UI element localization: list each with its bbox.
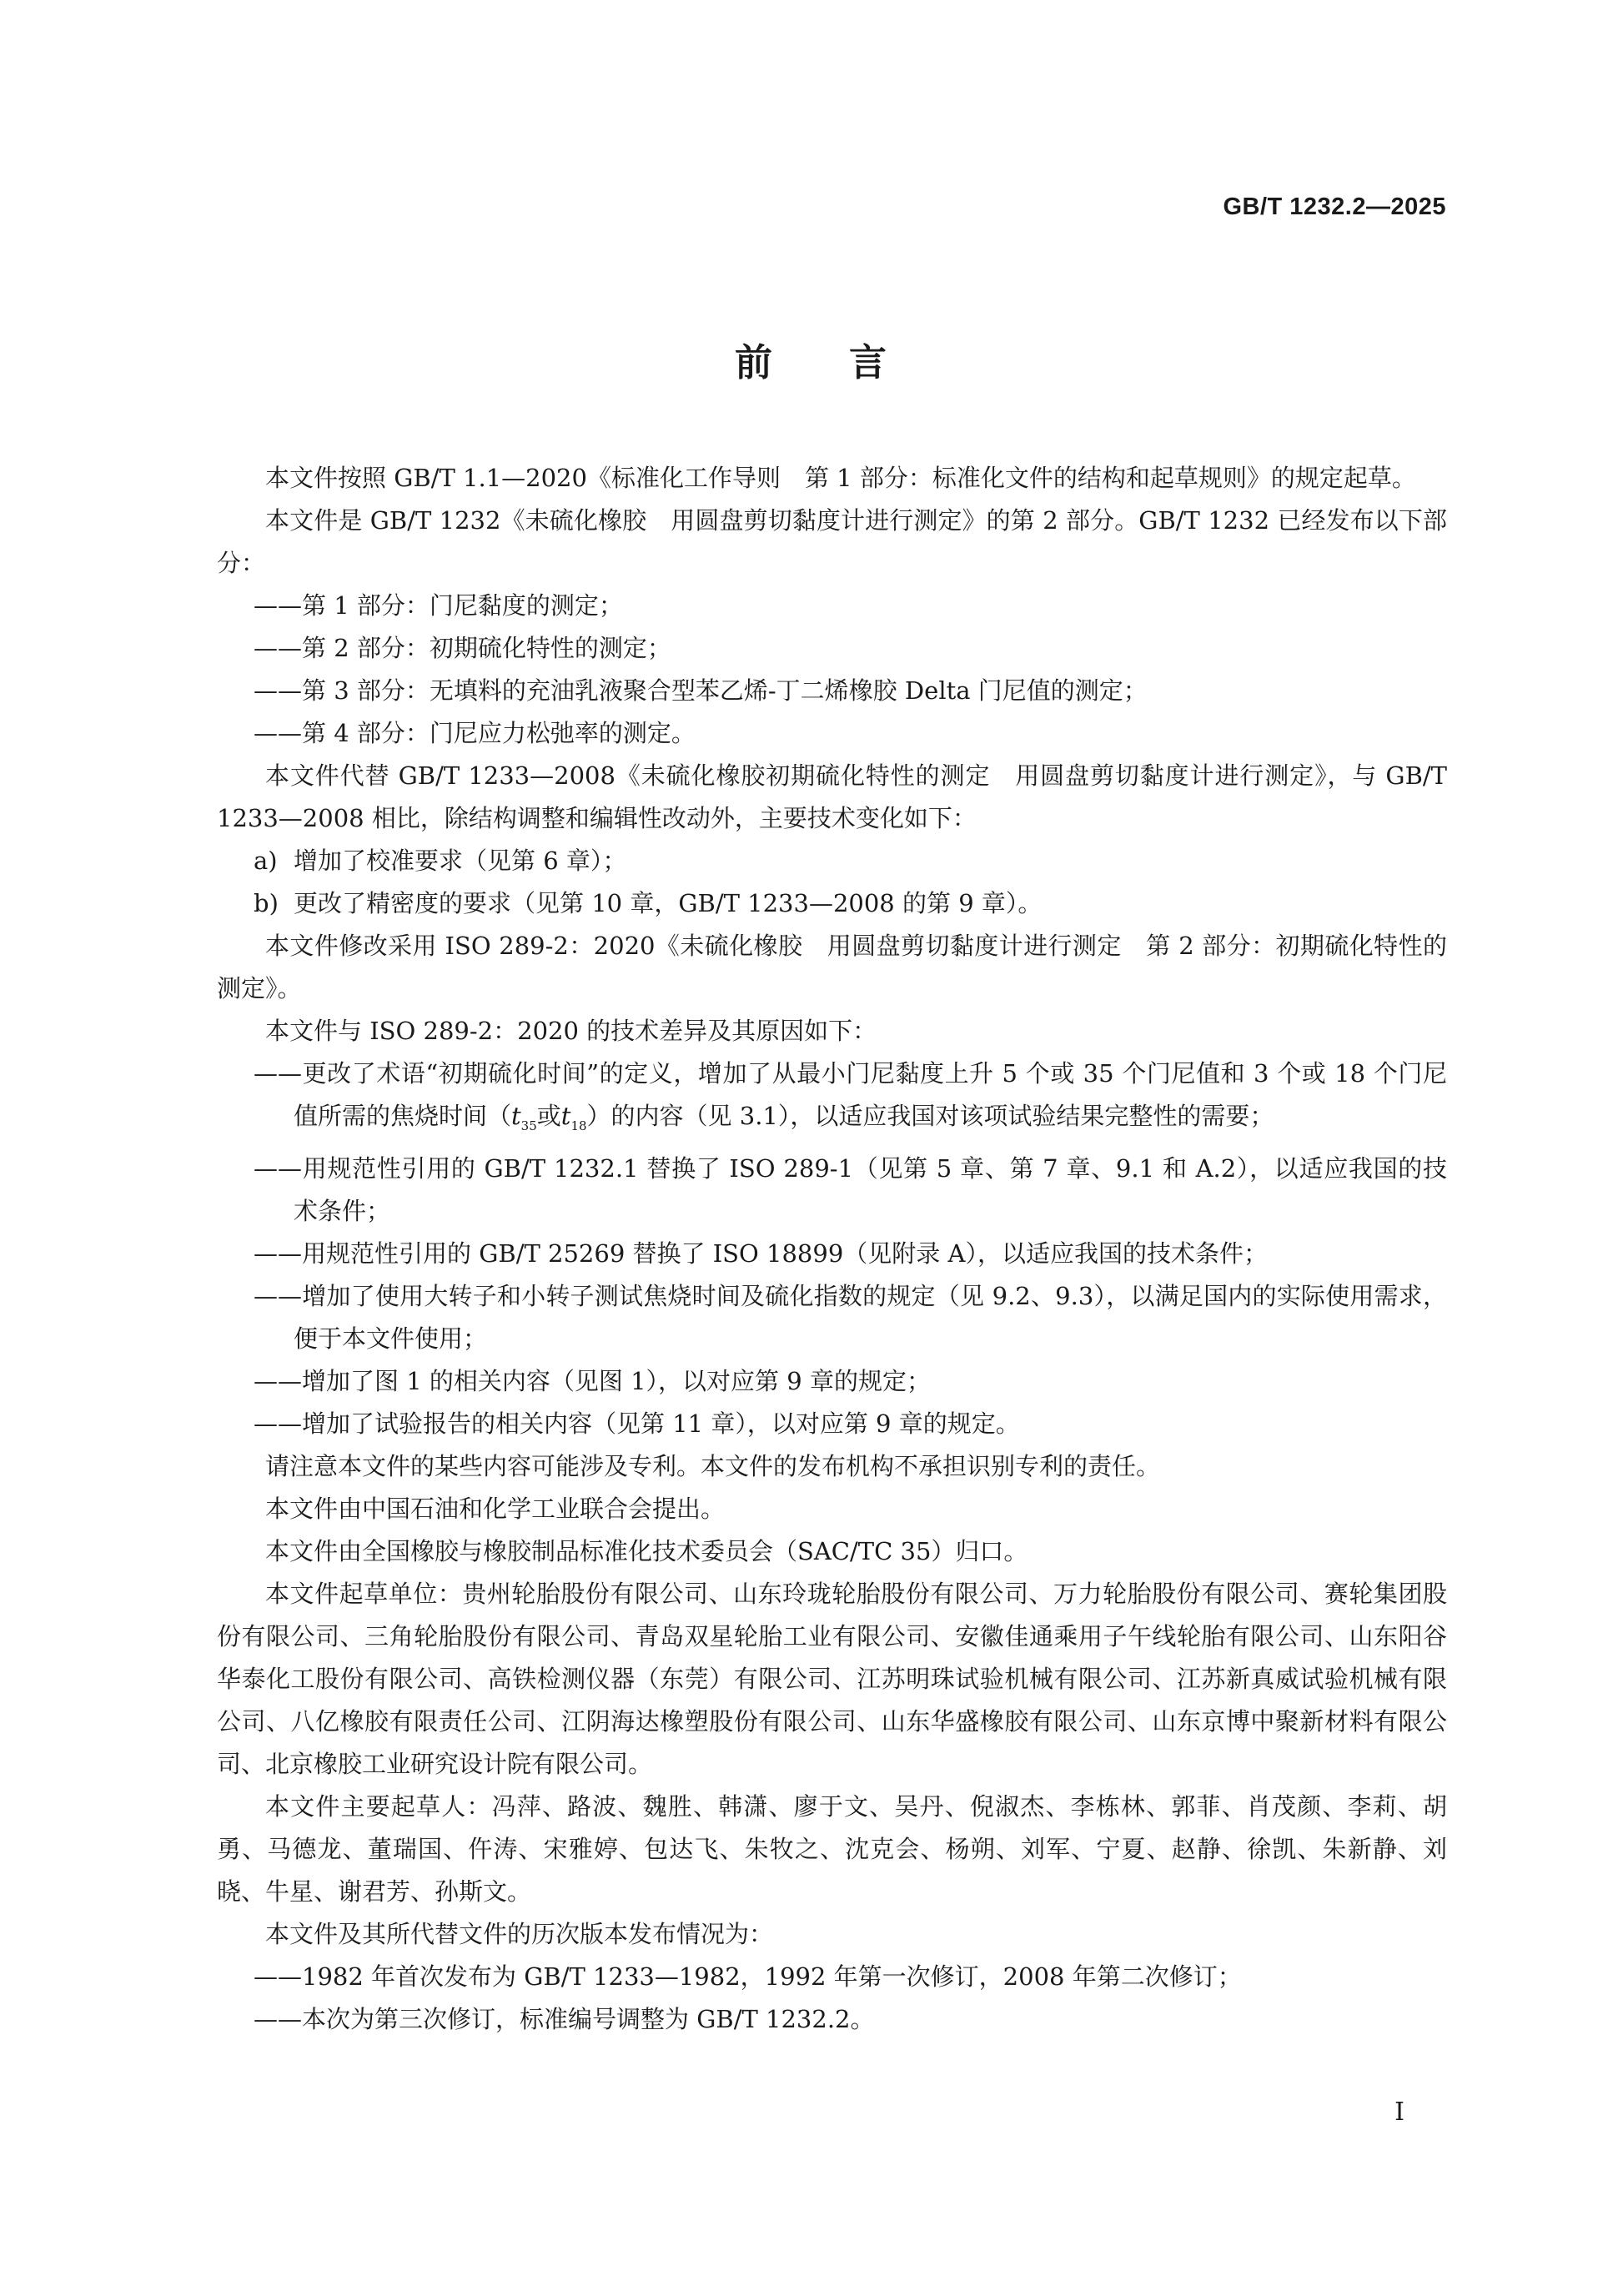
paragraph-differences-intro: 本文件与 ISO 289-2：2020 的技术差异及其原因如下： [265,1017,877,1045]
list-item-change [217,882,1447,925]
difference-text-after: ）的内容（见 3.1），以适应我国对该项试验结果完整性的需要； [586,1102,1274,1130]
list-item-part: ——第 4 部分：门尼应力松弛率的测定。 [254,719,696,747]
title-char-2: 言 [849,340,889,384]
paragraph-proposer: 本文件由中国石油和化学工业联合会提出。 [265,1494,726,1523]
paragraph-modification: 本文件修改采用 ISO 289-2：2020《未硫化橡胶 用圆盘剪切黏度计进行测定 第 2 部分：初期硫化特性的测定》。 [217,932,1447,1002]
list-item-part: ——第 3 部分：无填料的充油乳液聚合型苯乙烯-丁二烯橡胶 Delta 门尼值的测定； [254,676,1148,705]
difference-or: 或 [536,1102,561,1130]
list-item-change [217,840,1447,882]
paragraph-replacement: 本文件代替 GB/T 1233—2008《未硫化橡胶初期硫化特性的测定 用圆盘剪切黏度计进行测定》，与 GB/T 1233—2008 相比，除结构调整和编辑性改动外，主要技术变化如下： [217,761,1447,832]
list-item-difference: ——增加了试验报告的相关内容（见第 11 章），以对应第 9 章的规定。 [254,1409,1020,1438]
scorch-time-t35: $t_{35}$ [511,1102,537,1133]
paragraph-drafting-rules: 本文件按照 GB/T 1.1—2020《标准化工作导则 第 1 部分：标准化文件的结构和起草规则》的规定起草。 [265,464,1416,492]
list-item-part: ——第 2 部分：初期硫化特性的测定； [254,634,671,662]
change-text: 更改了精密度的要求（见第 10 章，GB/T 1233—2008 的第 9 章）。 [294,889,1043,917]
change-label: b) [254,889,279,917]
list-item-difference: ——用规范性引用的 GB/T 25269 替换了 ISO 18899（见附录 A），以适应我国的技术条件； [254,1238,1268,1268]
page-title [0,332,1623,386]
list-item-history: ——本次为第三次修订，标准编号调整为 GB/T 1232.2。 [254,2004,875,2033]
change-label: a) [254,847,278,875]
paragraph-series-intro: 本文件是 GB/T 1232《未硫化橡胶 用圆盘剪切黏度计进行测定》的第 2 部分。GB/T 1232 已经发布以下部分： [217,506,1447,577]
list-item-difference: ——增加了使用大转子和小转子测试焦烧时间及硫化指数的规定（见 9.2、9.3），以满足国内的实际使用需求，便于本文件使用； [254,1281,1447,1353]
list-item-history: ——1982 年首次发布为 GB/T 1233—1982，1992 年第一次修订，2008 年第二次修订； [254,1962,1242,1991]
list-item-difference: ——增加了图 1 的相关内容（见图 1），以对应第 9 章的规定； [254,1366,931,1395]
paragraph-patent-notice: 请注意本文件的某些内容可能涉及专利。本文件的发布机构不承担识别专利的责任。 [265,1451,1161,1480]
difference-text-before: ——更改了术语“初期硫化时间”的定义，增加了从最小门尼黏度上升 5 个或 35 个门尼值和 3 个或 18 个门尼值所需的焦烧时间（ [254,1059,1447,1130]
scorch-time-t18: $t_{18}$ [560,1102,587,1133]
change-text: 增加了校准要求（见第 6 章）； [294,847,627,875]
list-item-difference: ——用规范性引用的 GB/T 1232.1 替换了 ISO 289-1（见第 5 章、第 7 章、9.1 和 A.2），以适应我国的技术条件； [254,1153,1447,1225]
paragraph-drafters: 本文件主要起草人：冯萍、路波、魏胜、韩潇、廖于文、吴丹、倪淑杰、李栋林、郭菲、肖茂颜、李莉、胡勇、马德龙、董瑞国、仵涛、宋雅婷、包达飞、朱牧之、沈克会、杨朔、刘军、宁夏、赵静、徐凯、朱新静、刘晓、牛星、谢君芳、孙斯文。 [217,1791,1447,1906]
list-item-part: ——第 1 部分：门尼黏度的测定； [254,591,623,620]
paragraph-drafting-units: 本文件起草单位：贵州轮胎股份有限公司、山东玲珑轮胎股份有限公司、万力轮胎股份有限公司、赛轮集团股份有限公司、三角轮胎股份有限公司、青岛双星轮胎工业有限公司、安徽佳通乘用子午线轮胎有限公司、山东阳谷华泰化工股份有限公司、高铁检测仪器（东莞）有限公司、江苏明珠试验机械有限公司、江苏新真威试验机械有限公司、八亿橡胶有限责任公司、江阴海达橡塑股份有限公司、山东华盛橡胶有限公司、山东京博中聚新材料有限公司、北京橡胶工业研究设计院有限公司。 [217,1579,1447,1778]
standard-code: GB/T 1232.2—2025 [1223,193,1446,220]
page-number: I [1394,2098,1404,2127]
list-item-difference [217,1053,1447,1148]
title-char-1: 前 [734,340,774,384]
foreword-body [217,457,1447,2041]
paragraph-committee: 本文件由全国橡胶与橡胶制品标准化技术委员会（SAC/TC 35）归口。 [265,1536,1028,1565]
paragraph-history-intro: 本文件及其所代替文件的历次版本发布情况为： [265,1919,774,1948]
